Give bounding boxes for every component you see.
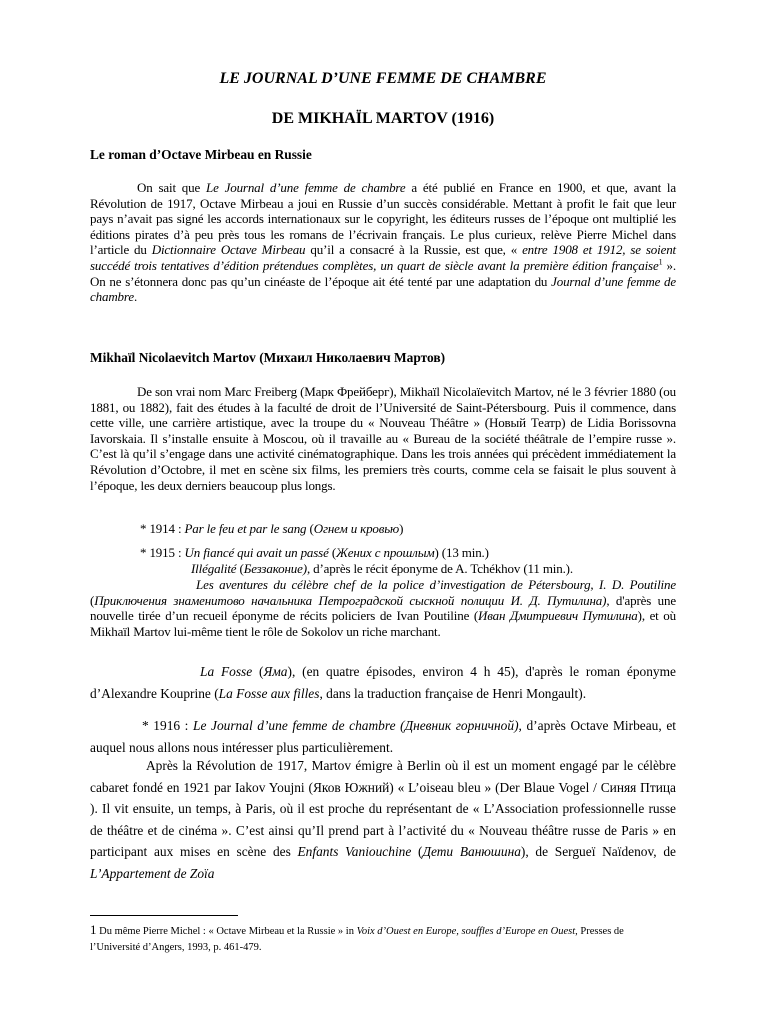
emigration-paragraph: Après la Révolution de 1917, Martov émigre à Berlin où il est un moment engagé par le célèbre cabaret fondé en 1921 par Iakov Youjni (Яков Южний) « L’oiseau bleu » (Der Blaue Vogel / Синяя Птица ). Il vit ensuite, un temps, à Paris, où il est proche du représentant de « L’Association professionnelle russe de théâtre et de cinéma ». C’est ainsi qu’Il prend part à l’activité du « Nouveau théâtre russe de Paris » en participant aux mises en scène des Enfants Vaniouchine (Дети Ванюшина), de Sergueï Naïdenov, de L’Appartement de Zoïa (90, 758, 676, 881)
footnote-1: 1 Du même Pierre Michel : « Octave Mirbeau et la Russie » in Voix d’Ouest en Europe, souffles d’Europe en Ouest, Presses de l’Université d’Angers, 1993, p. 461-479. (90, 922, 624, 953)
filmography-la-fosse: La Fosse (Яма), (en quatre épisodes, environ 4 h 45), d'après le roman éponyme d’Alexandre Kouprine (La Fosse aux filles, dans la traduction française de Henri Mongault). (90, 664, 676, 701)
filmography-1916: * 1916 : Le Journal d’une femme de chambre (Дневник горничной), d’après Octave Mirbeau, et auquel nous allons nous intéresser plus particulièrement. (90, 718, 676, 755)
title-line-2: DE MIKHAÏL MARTOV (1916) (271, 110, 495, 127)
filmography-poutiline: Les aventures du célèbre chef de la police d’investigation de Pétersbourg, I. D. Poutiline (Приключения знаменитово начальника Петроградской сыскной полиции И. Д. Путилина), d'après une nouvelle tirée d’un recueil éponyme de récits policiers de Ivan Poutiline (Иван Дмитриевич Путилина), et où Mikhaïl Martov lui-même tient le rôle de Sokolov un riche marchant. (90, 577, 676, 639)
footnote-number: 1 (90, 922, 97, 937)
section-heading-novel-in-russia: Le roman d’Octave Mirbeau en Russie (90, 147, 312, 162)
footnote-ref[interactable]: 1 (658, 257, 663, 267)
intro-paragraph: On sait que Le Journal d’une femme de chambre a été publié en France en 1900, et que, avant la Révolution de 1917, Octave Mirbeau a joui en Russie d’un succès considérable. Mettant à profit le fait que leur pays n’avait pas signé les accords internationaux sur le copyright, les éditeurs russes de l’époque ont multiplié les éditions pirates d’à peu près tous les romans de l’écrivain français. Le plus curieux, relève Pierre Michel dans l’article du Dictionnaire Octave Mirbeau qu’il a consacré à la Russie, est que, « entre 1908 et 1912, se soient succédé trois tentatives d’édition prétendues complètes, un quart de siècle avant la première édition française$^1$ ». On ne s’étonnera donc pas qu’un cinéaste de l’époque ait été tenté par une adaptation du Journal d’une femme de chambre. (90, 180, 677, 305)
filmography-1914: * 1914 : Par le feu et par le sang (Огнем и кровью) (140, 521, 404, 536)
section-heading-martov: Mikhaïl Nicolaevitch Martov (Михаил Николаевич Мартов) (90, 350, 446, 365)
footnote-separator (90, 915, 238, 916)
filmography-1915: * 1915 : Un fiancé qui avait un passé (Жених с прошлым) (13 min.) (140, 545, 489, 560)
biography-paragraph: De son vrai nom Marc Freiberg (Марк Фрейберг), Mikhaïl Nicolaïevitch Martov, né le 3 février 1880 (ou 1881, ou 1882), fait des études à la faculté de droit de l’Université de Saint-Pétersbourg. Puis il commence, dans cette ville, une carrière artistique, avec la troupe du « Nouveau Théâtre » (Новый Театр) de Lidia Borissovna Iavorskaia. Il s’installe ensuite à Moscou, où il travaille au « Bureau de la société théâtrale de l’empire russe ». C’est là qu’il s’engage dans une activité cinématographique. Dans les trois années qui précèdent immédiatement la Révolution d’Octobre, il met en scène six films, les premiers très courts, comme cela se faisait le plus souvent à l’époque, les deux derniers beaucoup plus longs. (90, 384, 676, 493)
title-line-1: LE JOURNAL D’UNE FEMME DE CHAMBRE (219, 70, 547, 87)
filmography-illegalite: Illégalité (Беззаконие), d’après le récit éponyme de A. Tchékhov (11 min.). (191, 561, 573, 576)
